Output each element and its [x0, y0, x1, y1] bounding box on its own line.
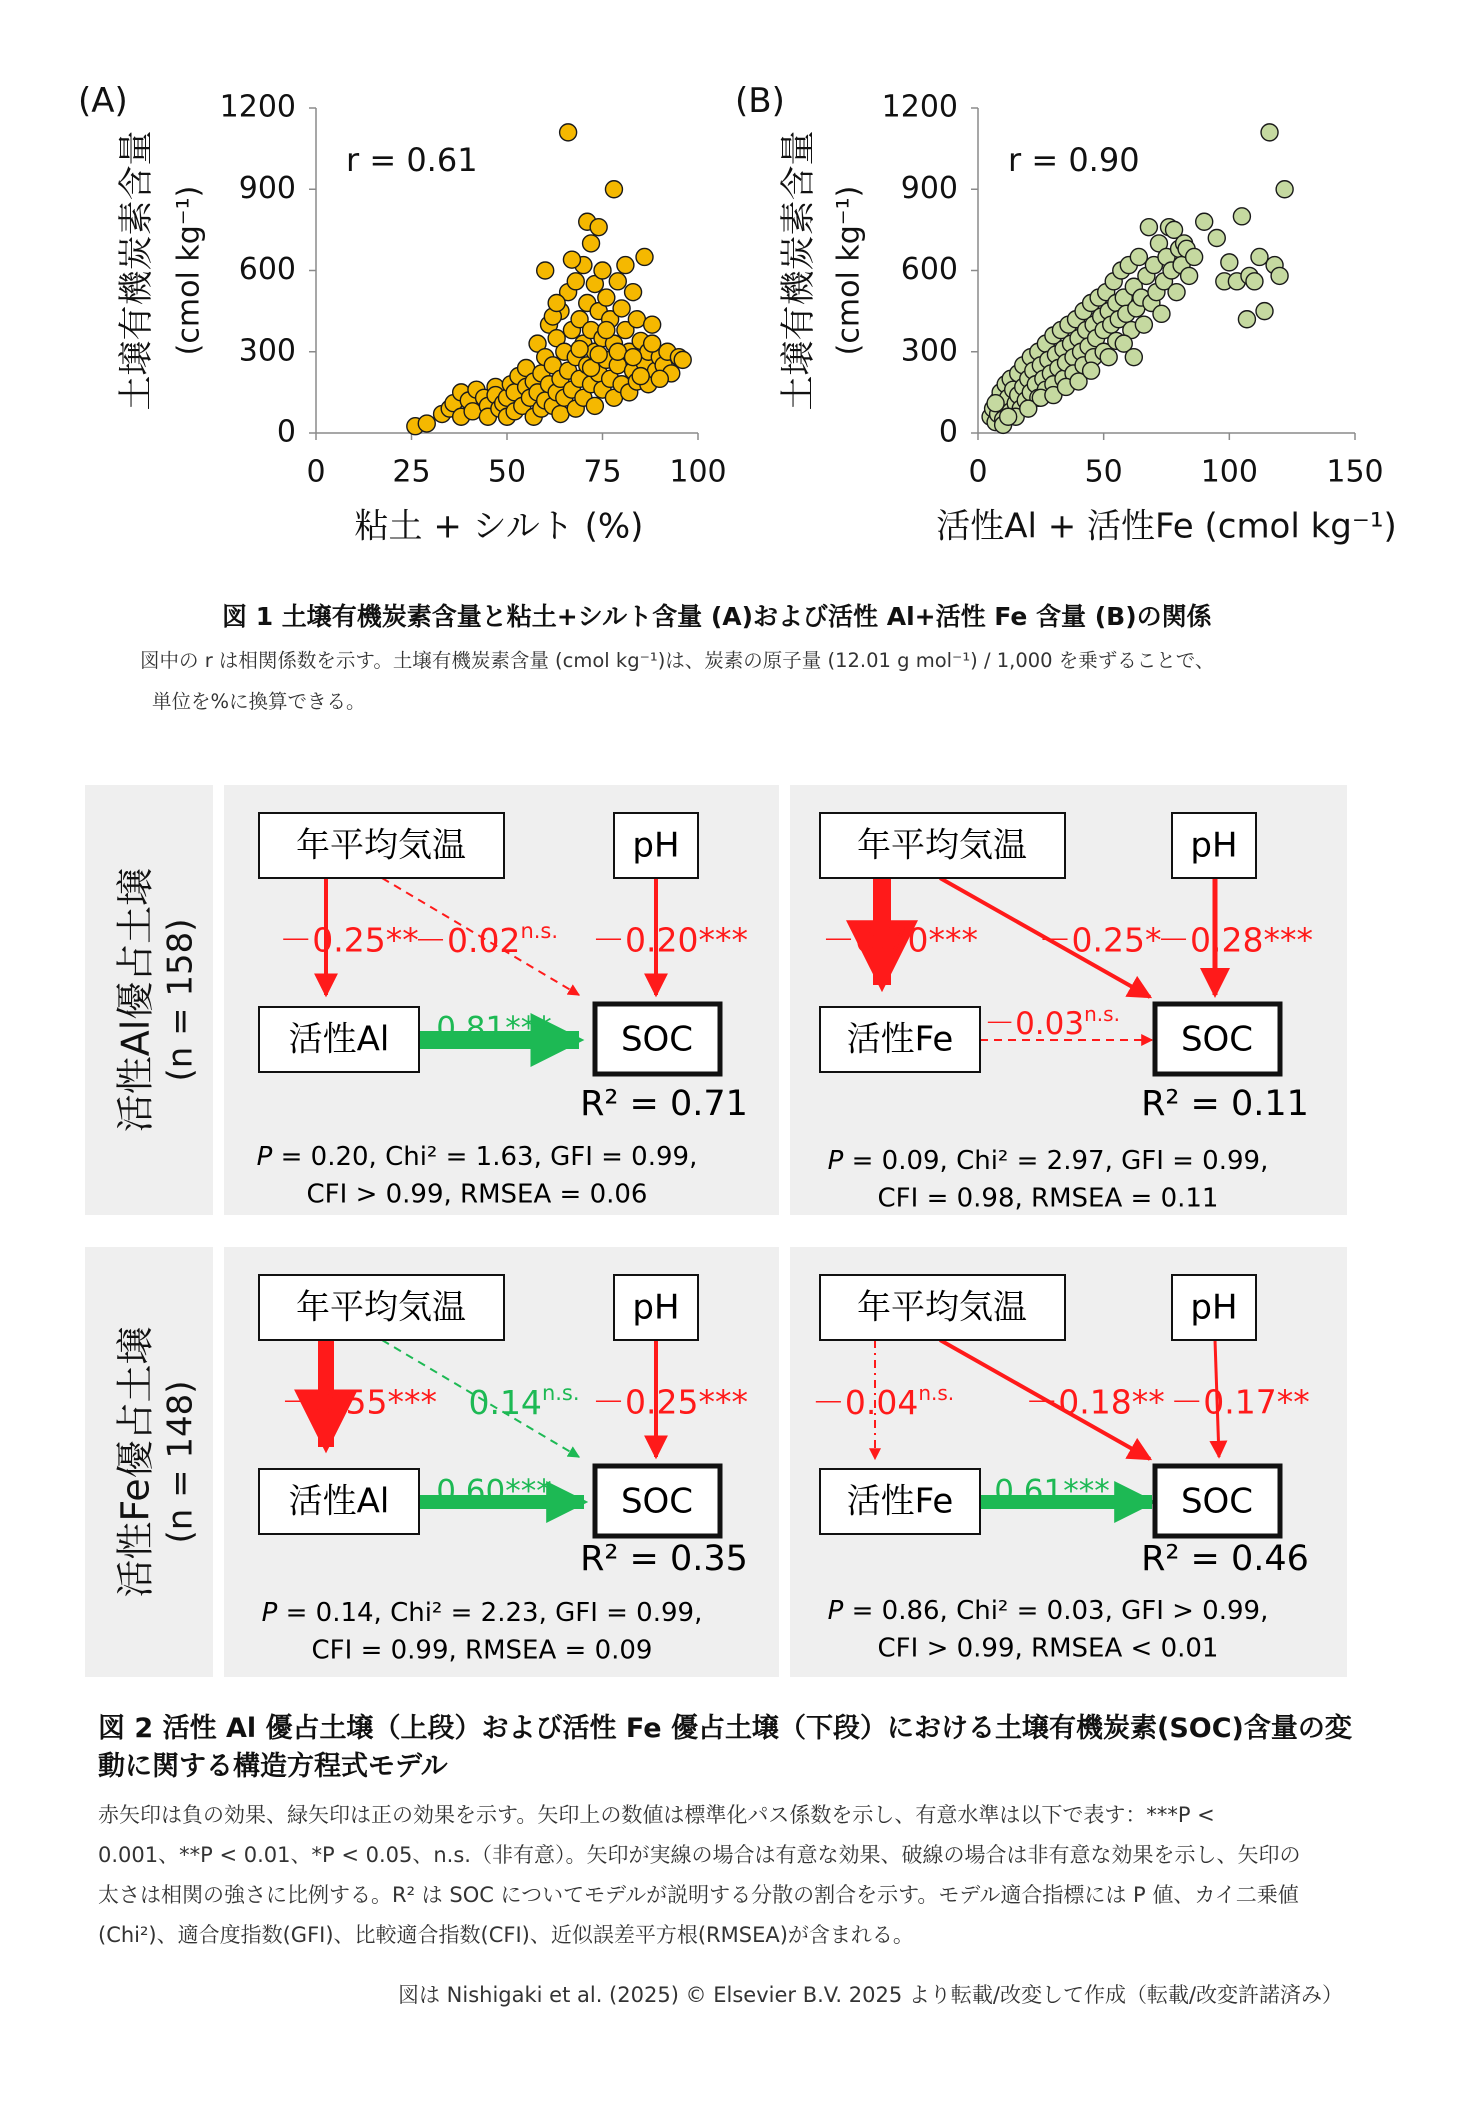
- scatter-point: [987, 395, 1004, 412]
- coef-mid-soc: $-0.03^{n.s.}$: [984, 1001, 1120, 1042]
- scatter-point: [609, 343, 626, 360]
- r-squared: R² = 0.35: [580, 1539, 748, 1579]
- row-label-top-n: (n = 158): [160, 918, 201, 1082]
- node-middle-label: 活性Fe: [846, 1481, 954, 1522]
- scatter-point: [418, 415, 435, 432]
- scatter-point: [1251, 248, 1268, 265]
- node-soc-label: SOC: [620, 1481, 694, 1522]
- y-tick-label: 1200: [881, 89, 958, 125]
- fit-indices-line1: P = 0.86, Chi² = 0.03, GFI > 0.99,: [827, 1595, 1269, 1626]
- scatter-point: [674, 351, 691, 368]
- scatter-point: [1208, 230, 1225, 247]
- x-tick-label: 0: [968, 454, 988, 490]
- x-axis-title: 粘土 + シルト (%): [354, 506, 644, 547]
- coef-mid-soc: 0.81***: [436, 1010, 552, 1047]
- scatter-point: [1100, 349, 1117, 366]
- scatter-point: [594, 262, 611, 279]
- scatter-point: [609, 273, 626, 290]
- scatter-point: [464, 403, 481, 420]
- sem-panel-2: [790, 785, 1347, 1215]
- row-label-top: 活性Al優占土壌: [113, 867, 158, 1133]
- scatter-point: [1186, 248, 1203, 265]
- scatter-point: [644, 316, 661, 333]
- fit-indices-line2: CFI = 0.99, RMSEA = 0.09: [311, 1635, 653, 1666]
- x-tick-label: 150: [1326, 454, 1384, 490]
- sem-panel-1: [224, 785, 779, 1215]
- node-ph-label: pH: [632, 825, 680, 866]
- x-tick-label: 0: [306, 454, 326, 490]
- panel-label: (A): [78, 81, 128, 121]
- x-tick-label: 100: [669, 454, 727, 490]
- figure2-caption-line-4: (Chi²)、適合度指数(GFI)、比較適合指数(CFI)、近似誤差平方根(RMSEA)が含まれる。: [98, 1923, 914, 1947]
- figure1-caption-line1: 図中の r は相関係数を示す。土壌有機炭素含量 (cmol kg⁻¹)は、炭素の原子量 (12.01 g mol⁻¹) / 1,000 を乗ずることで、: [140, 649, 1215, 672]
- scatter-point: [1000, 408, 1017, 425]
- scatter-point: [1153, 305, 1170, 322]
- correlation-annotation: r = 0.90: [1008, 141, 1140, 180]
- sem-panel-4: [790, 1247, 1347, 1677]
- r-squared: R² = 0.71: [580, 1084, 748, 1124]
- x-tick-label: 50: [1084, 454, 1123, 490]
- scatter-point: [651, 370, 668, 387]
- fit-indices-line2: CFI > 0.99, RMSEA < 0.01: [877, 1633, 1219, 1664]
- scatter-point: [1261, 124, 1278, 141]
- scatter-point: [586, 397, 603, 414]
- coef-mid-soc: 0.61***: [994, 1473, 1110, 1510]
- scatter-point: [563, 251, 580, 268]
- scatter-chart-b: [735, 81, 1397, 547]
- scatter-point: [617, 257, 634, 274]
- correlation-annotation: r = 0.61: [346, 141, 478, 180]
- fit-indices-line2: CFI > 0.99, RMSEA = 0.06: [306, 1179, 648, 1210]
- coef-temp-mid: －0.25**: [279, 920, 419, 960]
- node-middle-label: 活性Al: [288, 1481, 390, 1522]
- r-squared: R² = 0.46: [1141, 1539, 1309, 1579]
- scatter-point: [598, 289, 615, 306]
- y-tick-label: 0: [938, 414, 958, 450]
- figure2-caption-line-2: 0.001、**P < 0.01、*P < 0.05、n.s.（非有意）。矢印が実線の場合は有意な効果、破線の場合は非有意な効果を示し、矢印の: [98, 1843, 1301, 1867]
- node-middle-label: 活性Fe: [846, 1019, 954, 1060]
- scatter-point: [1238, 311, 1255, 328]
- x-tick-label: 75: [583, 454, 622, 490]
- scatter-point: [625, 349, 642, 366]
- y-tick-label: 600: [238, 252, 296, 287]
- coef-ph-soc: －0.20***: [592, 920, 748, 960]
- y-tick-label: 900: [238, 170, 296, 206]
- coef-temp-mid: －0.70***: [822, 920, 978, 960]
- panel-label: (B): [735, 81, 785, 121]
- scatter-point: [613, 300, 630, 317]
- y-tick-label: 900: [900, 170, 958, 206]
- scatter-point: [1181, 267, 1198, 284]
- coef-ph-soc: －0.28***: [1157, 920, 1313, 960]
- y-tick-label: 600: [900, 252, 958, 287]
- x-tick-label: 100: [1200, 454, 1258, 490]
- coef-temp-mid: －0.55***: [281, 1382, 437, 1422]
- scatter-point: [590, 219, 607, 236]
- scatter-point: [644, 335, 661, 352]
- figure2-caption-line-1: 赤矢印は負の効果、緑矢印は正の効果を示す。矢印上の数値は標準化パス係数を示し、有意水準は以下で表す：***P <: [98, 1803, 1215, 1827]
- fit-indices-line1: P = 0.20, Chi² = 1.63, GFI = 0.99,: [256, 1141, 698, 1172]
- coef-temp-soc: －0.25*: [1038, 920, 1162, 960]
- scatter-point: [1233, 208, 1250, 225]
- node-temperature-label: 年平均気温: [296, 1287, 466, 1328]
- scatter-point: [1196, 213, 1213, 230]
- node-soc-label: SOC: [1180, 1481, 1254, 1522]
- node-ph-label: pH: [1190, 825, 1238, 866]
- scatter-point: [1246, 273, 1263, 290]
- scatter-point: [1135, 316, 1152, 333]
- coef-mid-soc: 0.60***: [436, 1473, 552, 1510]
- row-label-bottom: 活性Fe優占土壌: [113, 1326, 158, 1598]
- scatter-point: [567, 273, 584, 290]
- scatter-point: [552, 406, 569, 423]
- x-axis-title: 活性Al + 活性Fe (cmol kg⁻¹): [936, 506, 1397, 547]
- node-soc-label: SOC: [1180, 1019, 1254, 1060]
- figure2-caption-title-2: 動に関する構造方程式モデル: [98, 1751, 448, 1782]
- figure2-credit: 図は Nishigaki et al. (2025) © Elsevier B.V. 2025 より転載/改変して作成（転載/改変許諾済み）: [398, 1983, 1344, 2007]
- row-label-bottom-n: (n = 148): [160, 1380, 201, 1544]
- y-axis-title: 土壌有機炭素含量: [117, 130, 157, 411]
- node-soc-label: SOC: [620, 1019, 694, 1060]
- coef-ph-soc: －0.25***: [592, 1382, 748, 1422]
- scatter-point: [583, 235, 600, 252]
- coef-temp-mid: $-0.04^{n.s.}$: [811, 1380, 955, 1422]
- scatter-point: [1140, 219, 1157, 236]
- fit-indices-line1: P = 0.09, Chi² = 2.97, GFI = 0.99,: [827, 1145, 1269, 1176]
- scatter-point: [1256, 303, 1273, 320]
- y-tick-label: 0: [276, 414, 296, 450]
- coef-temp-soc: －0.18**: [1025, 1382, 1165, 1422]
- scatter-point: [1168, 284, 1185, 301]
- y-axis-unit: (cmol kg⁻¹): [831, 185, 867, 356]
- x-tick-label: 25: [392, 454, 431, 490]
- scatter-point: [598, 322, 615, 339]
- coef-temp-soc: $0.14^{n.s.}$: [468, 1381, 580, 1422]
- fit-indices-line1: P = 0.14, Chi² = 2.23, GFI = 0.99,: [261, 1597, 703, 1628]
- x-tick-label: 50: [487, 454, 527, 490]
- scatter-chart-a: [78, 81, 727, 547]
- scatter-point: [625, 284, 642, 301]
- y-tick-label: 1200: [219, 89, 296, 125]
- scatter-point: [560, 124, 577, 141]
- scatter-point: [537, 262, 554, 279]
- y-tick-label: 300: [900, 333, 958, 369]
- scatter-point: [1083, 362, 1100, 379]
- coef-temp-soc: $-0.02^{n.s.}$: [413, 919, 559, 960]
- scatter-point: [1221, 254, 1238, 271]
- scatter-point: [548, 295, 565, 312]
- scatter-point: [632, 368, 649, 385]
- scatter-point: [605, 181, 622, 198]
- figure2-sem-diagram: [0, 780, 1463, 1700]
- r-squared: R² = 0.11: [1141, 1084, 1309, 1124]
- figure1-caption-line2: 単位を%に換算できる。: [152, 690, 366, 713]
- scatter-point: [1125, 349, 1142, 366]
- scatter-point: [1271, 267, 1288, 284]
- figure1-caption-title: 図 1 土壌有機炭素含量と粘土+シルト含量 (A)および活性 Al+活性 Fe 含量 (B)の関係: [222, 602, 1212, 631]
- node-middle-label: 活性Al: [288, 1019, 390, 1060]
- scatter-point: [571, 341, 588, 358]
- y-axis-title: 土壌有機炭素含量: [779, 130, 819, 411]
- figure2-caption-line-3: 太さは相関の強さに比例する。R² は SOC についてモデルが説明する分散の割合を示す。モデル適合指標には P 値、カイ二乗値: [98, 1883, 1299, 1907]
- scatter-point: [628, 311, 645, 328]
- figure1-charts: [0, 0, 1463, 590]
- node-ph-label: pH: [632, 1287, 680, 1328]
- node-temperature-label: 年平均気温: [857, 825, 1027, 866]
- coef-ph-soc: －0.17**: [1170, 1382, 1310, 1422]
- scatter-point: [1130, 248, 1147, 265]
- figure2-caption-title-1: 図 2 活性 Al 優占土壌（上段）および活性 Fe 優占土壌（下段）における土壌有機炭素(SOC)含量の変: [98, 1713, 1352, 1744]
- scatter-point: [1276, 181, 1293, 198]
- node-temperature-label: 年平均気温: [857, 1287, 1027, 1328]
- node-ph-label: pH: [1190, 1287, 1238, 1328]
- fit-indices-line2: CFI = 0.98, RMSEA = 0.11: [877, 1183, 1219, 1214]
- sem-panel-3: [224, 1247, 779, 1677]
- y-tick-label: 300: [238, 333, 296, 369]
- y-axis-unit: (cmol kg⁻¹): [171, 185, 207, 356]
- scatter-point: [636, 248, 653, 265]
- scatter-point: [590, 346, 607, 363]
- node-temperature-label: 年平均気温: [296, 825, 466, 866]
